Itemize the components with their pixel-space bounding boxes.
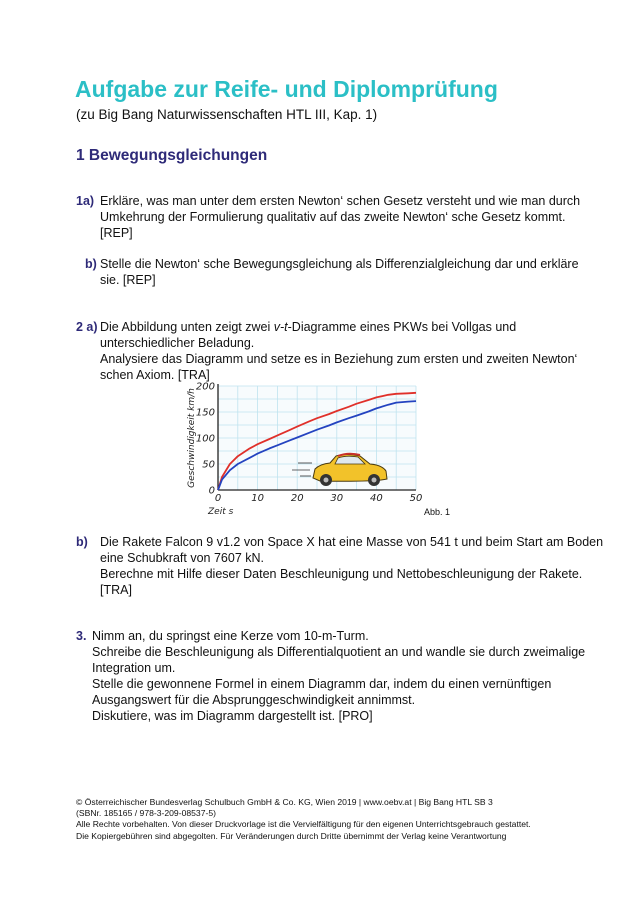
task-text: [92, 628, 585, 724]
task-text: [100, 256, 579, 288]
task-line: [TRA]: [100, 583, 132, 597]
y-axis-label: Geschwindigkeit km/h: [187, 388, 197, 488]
task-1b: [0, 256, 640, 288]
task-line: sie. [REP]: [100, 273, 156, 287]
y-tick-label: 200: [195, 381, 215, 393]
vt-diagram: [180, 378, 430, 514]
figure-caption: Abb. 1: [424, 507, 451, 517]
y-tick-label: 150: [195, 407, 215, 419]
task-line: Erkläre, was man unter dem ersten Newton‘ schen Gesetz versteht und wie man durch: [100, 194, 581, 208]
footer-line: Alle Rechte vorbehalten. Von dieser Druckvorlage ist die Vervielfältigung für den eigenen Unterrichtsgebrauch gestattet.: [76, 819, 531, 830]
task-line: Analysiere das Diagramm und setze es in Beziehung zum ersten und zweiten Newton‘: [100, 352, 578, 366]
footer: [76, 797, 531, 842]
car-hub: [324, 478, 329, 483]
task-line: Ausgangswert für die Absprunggeschwindigkeit annimmst.: [92, 693, 416, 707]
x-tick-label: 40: [370, 493, 383, 504]
task-line: unterschiedlicher Beladung.: [100, 336, 255, 350]
task-line: Integration um.: [92, 661, 176, 675]
task-label: b): [85, 257, 97, 271]
task-label: 2 a): [76, 320, 98, 334]
task-line: Stelle die gewonnene Formel in einem Diagramm dar, indem du einen vernünftigen: [92, 677, 552, 691]
footer-line: (SBNr. 185165 / 978-3-209-08537-5): [76, 808, 216, 819]
page-subtitle: (zu Big Bang Naturwissenschaften HTL III, Kap. 1): [76, 107, 378, 122]
task-line: [REP]: [100, 226, 133, 240]
x-axis-label: Zeit s: [208, 507, 234, 514]
task-line-part: Die Abbildung unten zeigt zwei: [100, 320, 274, 334]
task-line: schen Axiom. [TRA]: [100, 368, 210, 382]
page-title: Aufgabe zur Reife- und Diplomprüfung: [75, 76, 498, 102]
task-line-emphasis: v-t: [273, 320, 288, 334]
task-line: Diskutiere, was im Diagramm dargestellt ist. [PRO]: [92, 709, 373, 723]
task-1a: [0, 193, 640, 241]
x-tick-label: 10: [251, 493, 264, 504]
task-text: [100, 534, 603, 598]
task-2b: [0, 534, 640, 598]
task-line: [100, 319, 577, 335]
x-tick-label: 0: [214, 493, 222, 504]
task-line: Berechne mit Hilfe dieser Daten Beschleunigung und Nettobeschleunigung der Rakete.: [100, 567, 583, 581]
task-line: Nimm an, du springst eine Kerze vom 10-m-Turm.: [92, 629, 369, 643]
task-text: [100, 319, 577, 383]
footer-line: © Österreichischer Bundesverlag Schulbuch GmbH & Co. KG, Wien 2019 | www.oebv.at | Big Bang HTL SB 3: [76, 797, 493, 807]
y-tick-label: 50: [202, 459, 215, 471]
task-text: [100, 193, 580, 241]
section-heading: 1 Bewegungsgleichungen: [76, 147, 268, 164]
task-2a: [0, 319, 640, 383]
footer-line: Die Kopiergebühren sind abgegolten. Für Veränderungen durch Dritte übernimmt der Verlag keine Verantwortung: [76, 830, 507, 841]
car-hub: [372, 478, 377, 483]
task-label: 3.: [76, 629, 87, 643]
task-3: [0, 628, 640, 724]
y-tick-label: 100: [195, 433, 215, 445]
task-line: eine Schubkraft von 7607 kN.: [100, 551, 264, 565]
task-line: Schreibe die Beschleunigung als Differentialquotient an und wandle sie durch zweimalige: [92, 645, 586, 659]
x-tick-label: 50: [409, 493, 423, 504]
task-label: 1a): [76, 194, 95, 208]
y-tick-label: 0: [208, 485, 215, 497]
task-line: Die Rakete Falcon 9 v1.2 von Space X hat eine Masse von 541 t und beim Start am Boden: [100, 535, 604, 549]
x-tick-label: 20: [290, 493, 304, 504]
task-label: b): [76, 535, 88, 549]
task-line-part: -Diagramme eines PKWs bei Vollgas und: [287, 320, 517, 334]
task-line: Stelle die Newton‘ sche Bewegungsgleichung als Differenzialgleichung dar und erkläre: [100, 257, 579, 271]
x-tick-label: 30: [330, 493, 344, 504]
task-line: Umkehrung der Formulierung qualitativ auf das zweite Newton‘ sche Gesetz kommt.: [100, 210, 566, 224]
